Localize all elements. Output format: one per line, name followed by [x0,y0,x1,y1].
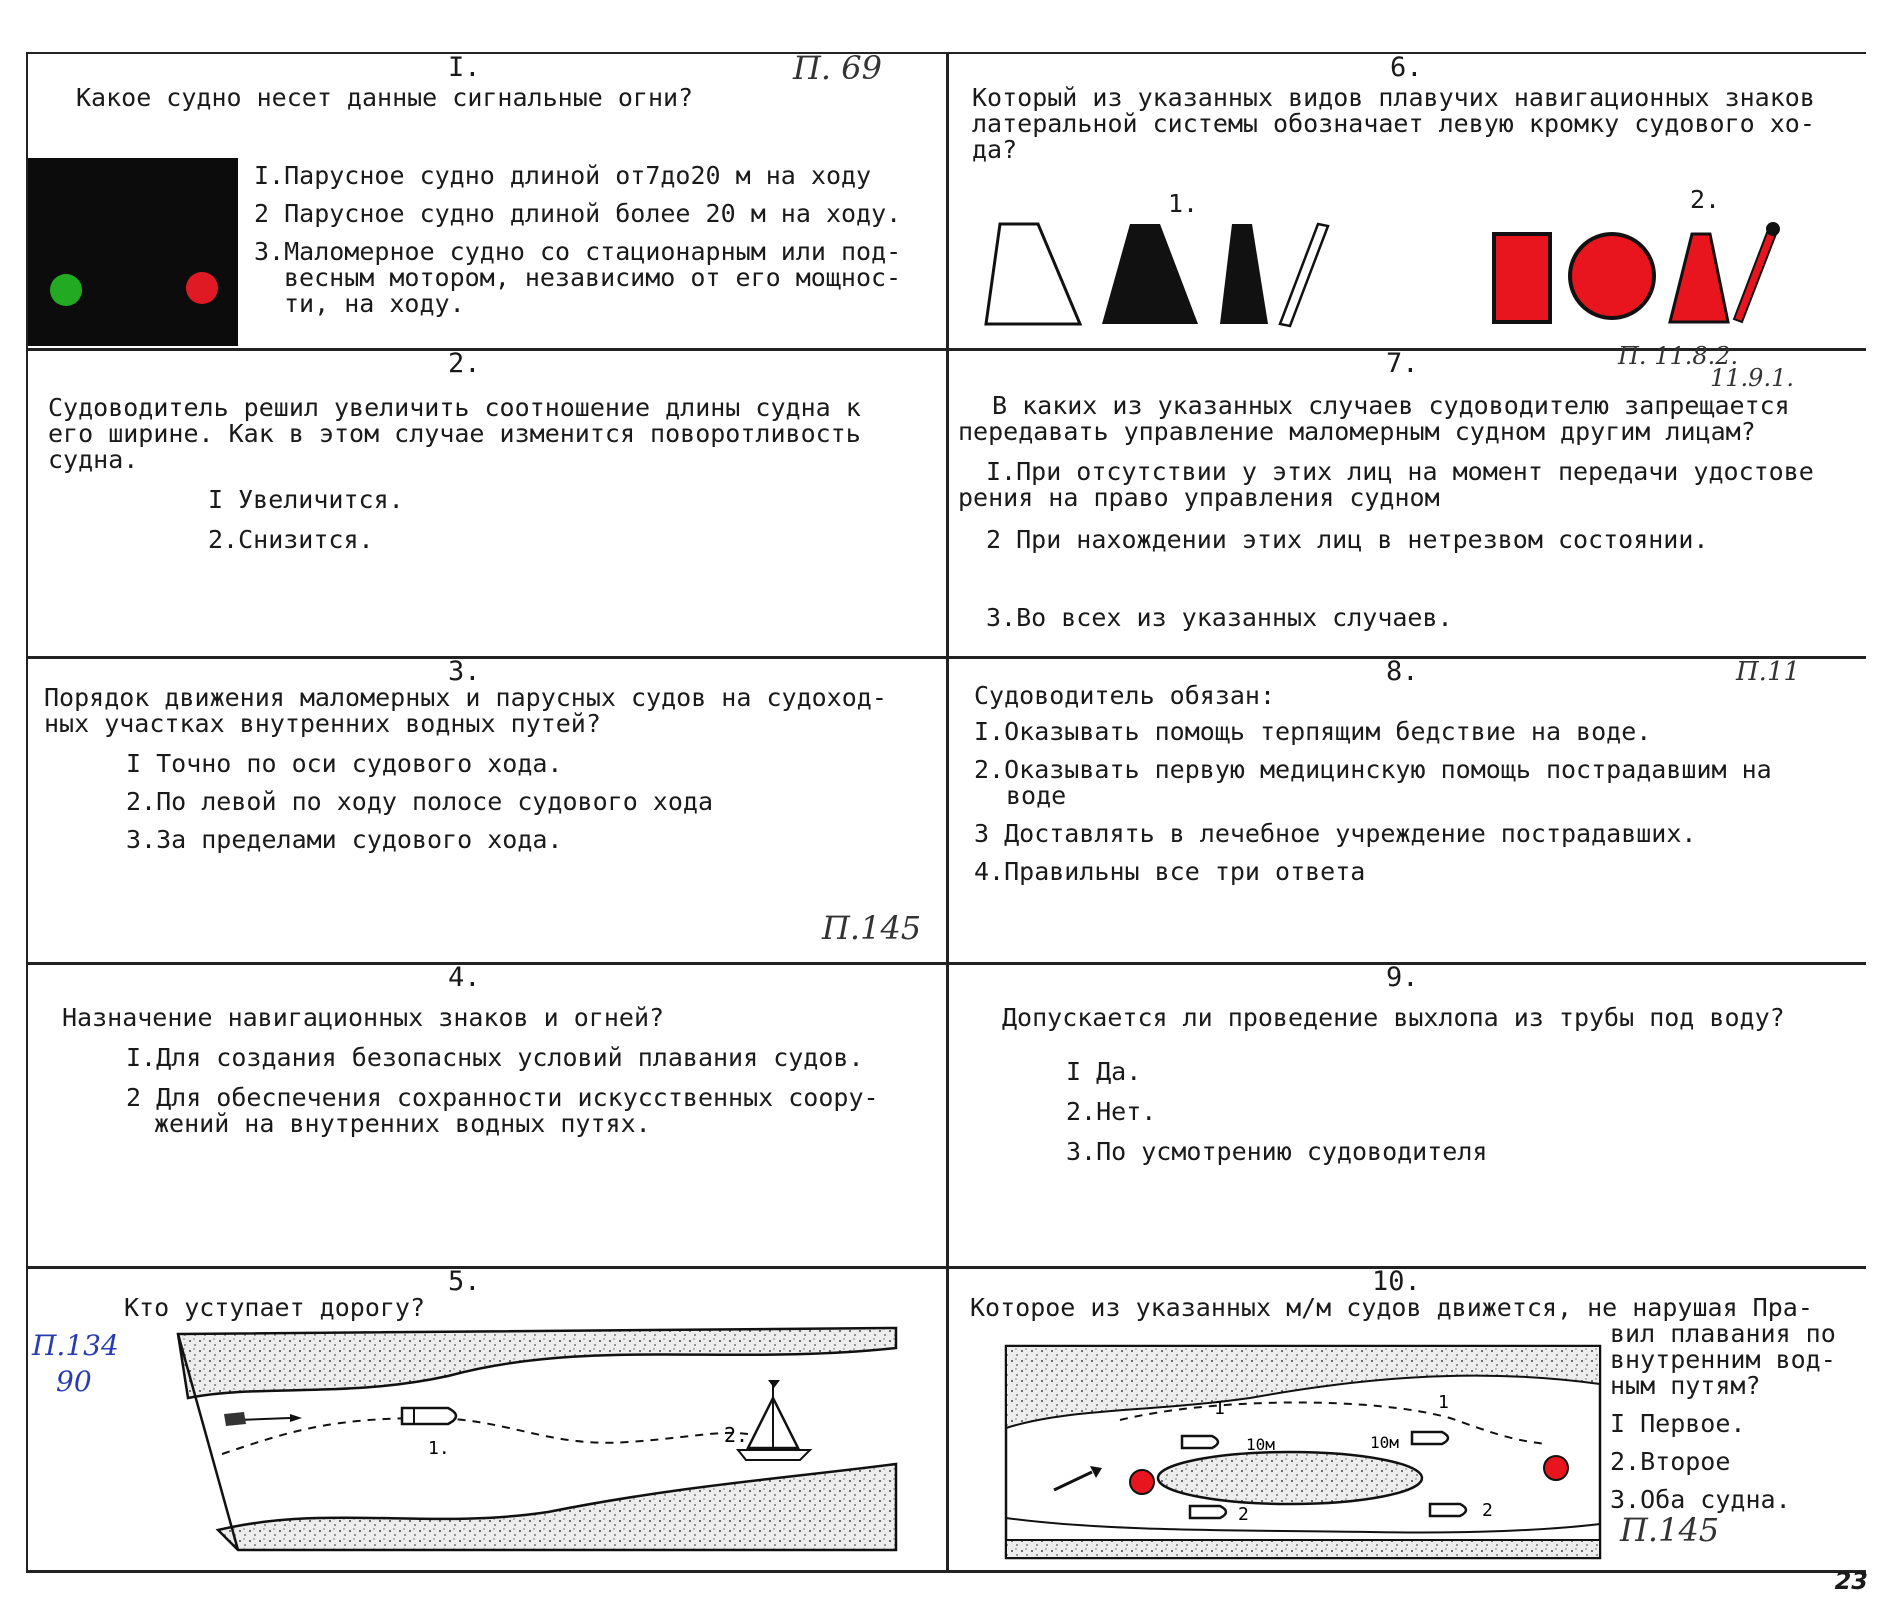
question-3-answer-2: 2.По левой по ходу полосе судового хода [126,787,713,816]
question-7-answer-1b: рения на право управления судном [958,483,1440,512]
question-10-text-4: ным путям? [1610,1371,1761,1400]
red-square-icon [1494,234,1550,322]
question-3-cell [28,658,946,958]
question-1-answer-3: 3.Маломерное судно со стационарным или под- [254,237,902,266]
distance-label-2: 10м [1370,1433,1399,1452]
question-2-answer-2: 2.Снизится. [208,525,374,554]
question-9-text: Допускается ли проведение выхлопа из трубы под воду? [1002,1003,1785,1032]
column-divider [946,54,949,1570]
question-8-answer-2: 2.Оказывать первую медицинскую помощь пострадавшим на [974,755,1772,784]
question-3-note: П.145 [822,909,922,947]
right-buoy-icon [1544,1456,1568,1480]
question-4-answer-1: I.Для создания безопасных условий плавания судов. [126,1043,864,1072]
question-10-note: П.145 [1620,1511,1720,1549]
red-light-icon [186,272,218,304]
question-1-text: Какое судно несет данные сигнальные огни? [76,83,694,112]
boat-1a-label: 1 [1214,1398,1225,1419]
question-4-cell [28,964,946,1264]
question-3-text-2: ных участках внутренних водных путей? [44,709,601,738]
river-crossing-diagram [28,1268,946,1568]
navigation-marks-figure [950,54,1864,346]
question-3-answer-3: 3.За пределами судового хода. [126,825,563,854]
question-7-text-1: В каких из указанных случаев судоводителю запрещается [992,391,1790,420]
question-3-number: 3. [448,656,481,687]
question-10-number: 10. [1372,1266,1421,1297]
boat-2b-label: 2 [1482,1500,1493,1521]
question-2-answer-1: I Увеличится. [208,485,404,514]
question-1-number: I. [448,52,481,83]
question-6-text-2: латеральной системы обозначает левую кромку судового хо- [972,109,1815,138]
question-10-text-1: Которое из указанных м/м судов движется, не нарушая Пра- [970,1293,1813,1322]
red-trapezoid-icon [1670,234,1728,322]
question-9-number: 9. [1386,962,1419,993]
question-5-number: 5. [448,1266,481,1297]
question-7-answer-2: 2 При нахождении этих лиц в нетрезвом состоянии. [986,525,1709,554]
question-2-text-2: его ширине. Как в этом случае изменится поворотливость [48,419,861,448]
question-2-number: 2. [448,348,481,379]
question-6-cell [950,54,1864,346]
white-trapezoid-icon [986,224,1080,324]
black-trapezoid-icon [1102,224,1198,324]
question-2-cell [28,350,946,650]
white-pole-icon [1280,224,1328,326]
question-5-note-2: 90 [56,1365,92,1398]
green-light-icon [50,274,82,306]
question-8-note: П.11 [1736,657,1801,687]
question-4-answer-2: 2 Для обеспечения сохранности искусственных соору- [126,1083,879,1112]
boat-2-label: 2. [724,1423,749,1447]
question-10-cell [950,1268,1864,1568]
question-8-answer-4: 4.Правильны все три ответа [974,857,1366,886]
red-pole-icon [1734,222,1780,322]
boat-2a-icon [1190,1506,1226,1518]
question-8-number: 8. [1386,656,1419,687]
question-7-number: 7. [1386,348,1419,379]
boat-2a-label: 2 [1238,1504,1249,1525]
question-9-answer-2: 2.Нет. [1066,1097,1157,1126]
sailboat-icon [738,1380,810,1460]
question-7-note-2: 11.9.1. [1710,364,1794,392]
motorboat-icon [402,1408,456,1424]
question-8-answer-1: I.Оказывать помощь терпящим бедствие на воде. [974,717,1652,746]
question-7-text-2: передавать управление маломерным судном другим лицам? [958,417,1756,446]
question-8-text: Судоводитель обязан: [974,681,1276,710]
question-5-note: П.134 [32,1329,119,1362]
signal-lights-image [28,158,238,346]
question-4-number: 4. [448,962,481,993]
question-6-text-3: да? [972,135,1018,164]
question-1-answer-3c: ти, на ходу. [284,289,465,318]
question-1-note: П. 69 [793,49,882,87]
question-8-cell [950,658,1864,958]
question-10-text-3: внутренним вод- [1610,1345,1836,1374]
question-9-answer-1: I Да. [1066,1057,1142,1086]
boat-1-label: 1. [428,1438,450,1459]
red-ball-icon [1570,234,1654,318]
boat-1b-icon [1412,1432,1448,1444]
black-narrow-trapezoid-icon [1220,224,1268,324]
question-7-cell [950,342,1864,650]
question-7-answer-3: 3.Во всех из указанных случаев. [986,603,1453,632]
question-4-answer-2b: жений на внутренних водных путях. [154,1109,651,1138]
question-10-text-2: вил плавания по [1610,1319,1836,1348]
question-8-answer-3: 3 Доставлять в лечебное учреждение пострадавших. [974,819,1697,848]
question-1-answer-3b: весным мотором, независимо от его мощнос- [284,263,902,292]
question-3-text-1: Порядок движения маломерных и парусных судов на судоход- [44,683,887,712]
question-1-answer-2: 2 Парусное судно длиной более 20 м на ходу. [254,199,902,228]
boat-1a-icon [1182,1436,1218,1448]
question-10-answer-2: 2.Второе [1610,1447,1731,1476]
distance-label-1: 10м [1246,1435,1275,1454]
channel-diagram [950,1268,1864,1568]
question-1-answer-1: I.Парусное судно длиной от7до20 м на ходу [254,161,872,190]
question-9-cell [950,964,1864,1264]
question-9-answer-3: 3.По усмотрению судоводителя [1066,1137,1488,1166]
question-2-text-1: Судоводитель решил увеличить соотношение длины судна к [48,393,861,422]
boat-2b-icon [1430,1504,1466,1516]
question-3-answer-1: I Точно по оси судового хода. [126,749,563,778]
group-2-label: 2. [1690,185,1721,214]
page-number: 23 [1834,1567,1868,1595]
question-10-answer-1: I Первое. [1610,1409,1746,1438]
question-6-text-1: Который из указанных видов плавучих навигационных знаков [972,83,1815,112]
question-6-number: 6. [1390,52,1423,83]
question-5-text: Кто уступает дорогу? [124,1293,426,1322]
question-7-answer-1: I.При отсутствии у этих лиц на момент передачи удостове [986,457,1814,486]
left-buoy-icon [1130,1470,1154,1494]
question-1-cell [28,49,946,346]
question-7-note: П. 11.8.2. [1618,342,1739,370]
question-4-text: Назначение навигационных знаков и огней? [62,1003,665,1032]
group-1-label: 1. [1168,189,1199,218]
question-2-text-3: судна. [48,445,139,474]
question-8-answer-2b: воде [1006,781,1067,810]
question-10-answer-3: 3.Оба судна. [1610,1485,1791,1514]
boat-1b-label: 1 [1438,1392,1449,1413]
question-5-cell [28,1268,946,1568]
